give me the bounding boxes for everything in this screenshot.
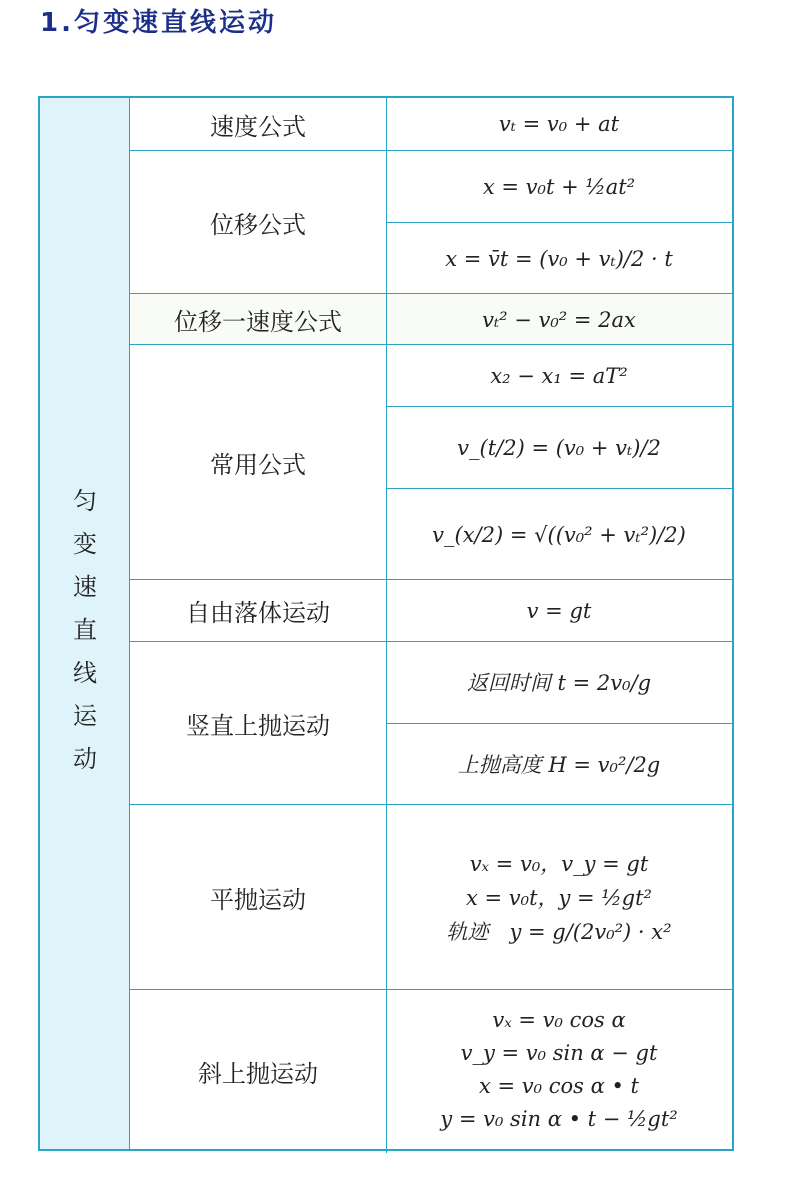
formula: v = gt [526, 599, 592, 623]
table-row [130, 98, 732, 150]
formula: vₓ = v₀，v_y = gt [469, 851, 649, 876]
row-label: 常用公式 [130, 345, 387, 579]
category-char: 动 [73, 745, 97, 773]
formula: 上抛高度 H = v₀²/2g [386, 723, 732, 805]
row-label: 斜上抛运动 [130, 990, 387, 1153]
formula: x = v₀t + ½at² [482, 174, 636, 199]
category-char: 匀 [73, 487, 97, 515]
formula: 返回时间 t = 2v₀/g [466, 670, 652, 695]
formula: vₜ² − v₀² = 2ax [482, 307, 636, 332]
page-title: 1.匀变速直线运动 [40, 8, 277, 38]
table-row [130, 579, 732, 641]
formula-group [386, 990, 732, 1150]
row-label: 竖直上抛运动 [130, 642, 387, 804]
table-row [130, 293, 732, 344]
category-char: 速 [73, 573, 97, 601]
row-label: 速度公式 [130, 98, 387, 150]
category-char: 运 [73, 702, 97, 730]
formula: x = v₀t，y = ½gt² [466, 885, 652, 910]
formula-group [386, 805, 732, 990]
formula: 轨迹 y = g/(2v₀²) · x² [446, 919, 672, 944]
table-row [130, 641, 732, 804]
formula: x = v₀ cos α • t [479, 1074, 639, 1098]
row-label: 位移公式 [130, 151, 387, 293]
category-label [40, 480, 130, 781]
formula: v_y = v₀ sin α − gt [460, 1041, 658, 1065]
category-char: 变 [73, 530, 97, 558]
category-char: 直 [73, 616, 97, 644]
category-char: 线 [73, 659, 97, 687]
formula: vₜ = v₀ + at [498, 112, 620, 136]
formula: y = v₀ sin α • t − ½gt² [440, 1107, 678, 1131]
formula: x = v̄t = (v₀ + vₜ)/2 · t [386, 222, 732, 294]
table-row [130, 344, 732, 579]
table-row [130, 804, 732, 989]
row-label: 自由落体运动 [130, 580, 387, 641]
formula: x₂ − x₁ = aT² [490, 363, 628, 388]
table-row [130, 989, 732, 1153]
row-label: 平抛运动 [130, 805, 387, 989]
formula-table [38, 96, 734, 1151]
row-label: 位移一速度公式 [130, 294, 387, 344]
table-row [130, 150, 732, 293]
formula: vₓ = v₀ cos α [492, 1008, 626, 1032]
formula: v_(t/2) = (v₀ + vₜ)/2 [386, 406, 732, 488]
category-column [40, 98, 130, 1149]
formula: v_(x/2) = √((v₀² + vₜ²)/2) [386, 488, 732, 580]
